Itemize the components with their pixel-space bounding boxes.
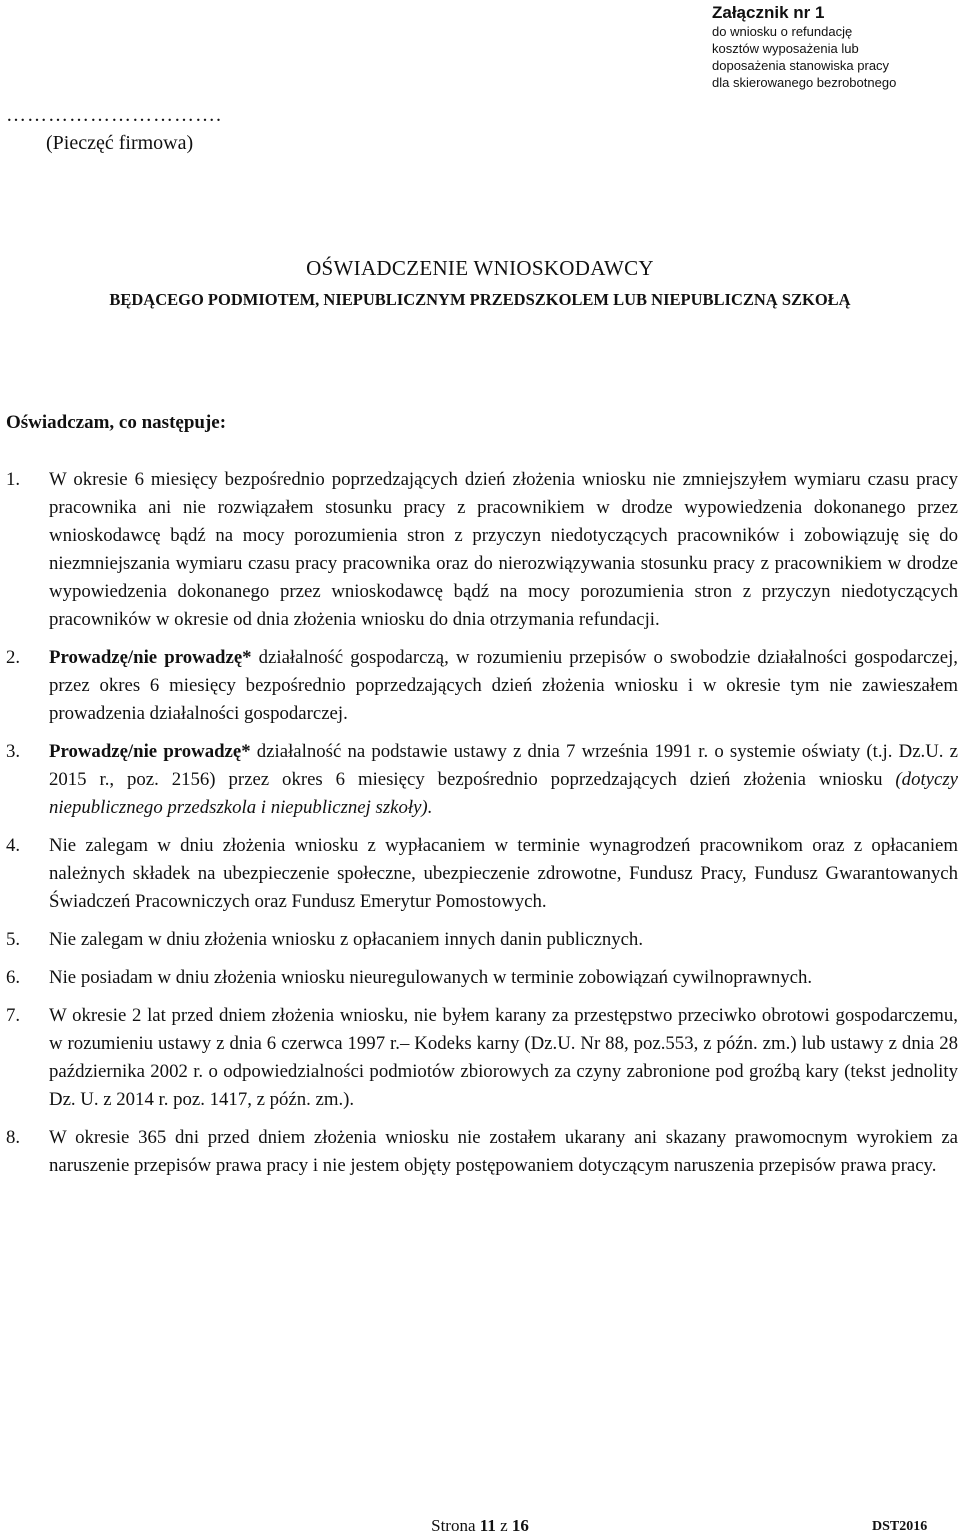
document-title: OŚWIADCZENIE WNIOSKODAWCY <box>306 256 654 280</box>
item-body: W okresie 365 dni przed dniem złożenia wniosku nie zostałem ukarany ani skazany prawomocnym wyrokiem za naruszenie przepisów prawa pracy i nie jestem objęty postępowaniem dotyczącym naruszenia przepisów prawa pracy. <box>49 1127 958 1176</box>
annex-line: do wniosku o refundację <box>712 24 853 39</box>
declaration-item-5 <box>6 926 958 954</box>
item-text <box>49 926 958 954</box>
page-total: 16 <box>511 1516 529 1535</box>
item-body: Nie posiadam w dniu złożenia wniosku nieuregulowanych w terminie zobowiązań cywilnoprawnych. <box>49 967 813 988</box>
item-number: 2. <box>6 647 21 668</box>
declaration-item-3 <box>6 738 958 822</box>
annex-line: dla skierowanego bezrobotnego <box>712 75 897 90</box>
declaration-item-2 <box>6 644 958 728</box>
item-italic-note: (dotyczy niepublicznego przedszkola i niepublicznej szkoły). <box>49 769 958 818</box>
declaration-item-1 <box>6 466 958 634</box>
item-body: W okresie 2 lat przed dniem złożenia wniosku, nie byłem karany za przestępstwo przeciwko obrotowi gospodarczemu, w rozumieniu ustawy z dnia 6 czerwca 1997 r.– Kodeks karny (Dz.U. Nr 88, poz.553, z późn. zm.) lub ustawy z dnia 28 października 2002 r. o odpowiedzialności podmiotów zbiorowych za czyny zabronione pod groźbą kary (tekst jednolity Dz. U. z 2014 r. poz. 1417, z późn. zm.). <box>49 1005 958 1110</box>
annex-line: kosztów wyposażenia lub <box>712 41 859 56</box>
declaration-list <box>6 466 958 1180</box>
item-body: Nie zalegam w dniu złożenia wniosku z opłacaniem innych danin publicznych. <box>49 929 644 950</box>
item-text <box>49 1002 958 1114</box>
page-current: 11 <box>479 1516 496 1535</box>
annex-title: Załącznik nr 1 <box>712 3 825 22</box>
page-prefix: Strona <box>431 1516 476 1535</box>
page-separator: z <box>500 1516 508 1535</box>
item-text <box>49 1124 958 1180</box>
item-body: działalność na podstawie ustawy z dnia 7 września 1991 r. o systemie oświaty (t.j. Dz.U. z 2015 r., poz. 2156) przez okres 6 miesięcy bezpośrednio poprzedzających dzień złożenia wniosku <box>49 741 958 790</box>
item-text <box>49 738 958 822</box>
declaration-item-7 <box>6 1002 958 1114</box>
declaration-item-6 <box>6 964 958 992</box>
stamp-label: (Pieczęć firmowa) <box>46 132 194 154</box>
item-number: 1. <box>6 469 21 490</box>
item-text <box>49 964 958 992</box>
item-body: W okresie 6 miesięcy bezpośrednio poprzedzających dzień złożenia wniosku nie zmniejszyłem wymiaru czasu pracy pracownika ani nie rozwiązałem stosunku pracy z pracownikiem w drodze wypowiedzenia dokonanego przez wnioskodawcę bądź na mocy porozumienia stron z przyczyn niedotyczących pracowników i zobowiązuję się do niezmniejszania wymiaru czasu pracy pracownika oraz do nierozwiązywania stosunku pracy z pracownikiem w drodze wypowiedzenia dokonanego przez wnioskodawcę bądź na mocy porozumienia stron z przyczyn niedotyczących pracowników w okresie od dnia złożenia wniosku do dnia otrzymania refundacji. <box>49 469 958 630</box>
item-body: działalność gospodarczą, w rozumieniu przepisów o swobodzie działalności gospodarczej, przez okres 6 miesięcy bezpośrednio poprzedzających dzień złożenia wniosku i w okresie tym nie zawieszałem prowadzenia działalności gospodarczej. <box>49 647 958 724</box>
intro-statement: Oświadczam, co następuje: <box>6 412 227 433</box>
document-subtitle: BĘDĄCEGO PODMIOTEM, NIEPUBLICZNYM PRZEDSZKOLEM LUB NIEPUBLICZNĄ SZKOŁĄ <box>109 290 851 309</box>
item-number: 8. <box>6 1127 21 1148</box>
item-number: 7. <box>6 1005 21 1026</box>
item-number: 5. <box>6 929 21 950</box>
item-bold-lead: Prowadzę/nie prowadzę* <box>49 741 251 762</box>
page-number <box>0 1516 960 1536</box>
item-body: Nie zalegam w dniu złożenia wniosku z wypłacaniem w terminie wynagrodzeń pracownikom oraz z opłacaniem należnych składek na ubezpieczenie społeczne, ubezpieczenie zdrowotne, Fundusz Pracy, Fundusz Gwarantowanych Świadczeń Pracowniczych oraz Fundusz Emerytur Pomostowych. <box>49 835 958 912</box>
item-text <box>49 644 958 728</box>
document-code: DST2016 <box>872 1519 928 1534</box>
annex-block <box>712 2 952 91</box>
declaration-item-8 <box>6 1124 958 1180</box>
annex-line: doposażenia stanowiska pracy <box>712 58 890 73</box>
item-text <box>49 466 958 634</box>
stamp-placeholder-dots: …………………………. <box>6 104 222 126</box>
item-number: 6. <box>6 967 21 988</box>
declaration-item-4 <box>6 832 958 916</box>
item-number: 3. <box>6 741 21 762</box>
item-number: 4. <box>6 835 21 856</box>
item-bold-lead: Prowadzę/nie prowadzę* <box>49 647 252 668</box>
item-text <box>49 832 958 916</box>
